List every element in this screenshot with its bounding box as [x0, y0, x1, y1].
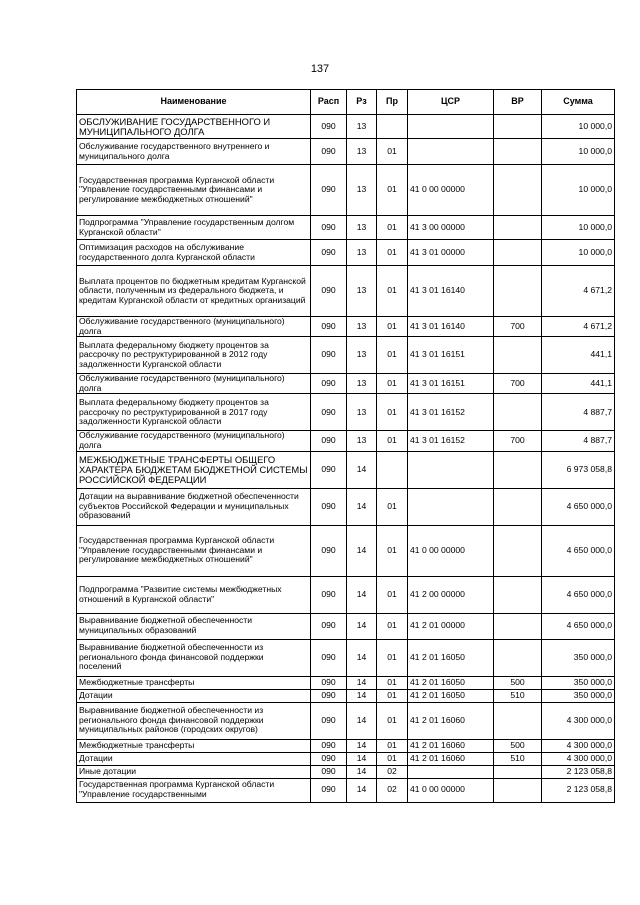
row-rasp-cell: 090 [311, 676, 347, 689]
table-row [77, 240, 615, 266]
row-csr-cell: 41 3 01 16152 [408, 394, 494, 431]
row-rz-cell: 13 [347, 431, 377, 451]
row-csr-cell: 41 3 01 16151 [408, 374, 494, 394]
row-name-cell: Обслуживание государственного (муниципального) долга [77, 431, 311, 451]
row-sum-cell: 10 000,0 [542, 165, 615, 216]
row-rz-cell: 14 [347, 576, 377, 613]
row-pr-cell: 01 [377, 374, 408, 394]
row-sum-cell: 4 650 000,0 [542, 525, 615, 576]
table-row [77, 739, 615, 752]
table-row [77, 576, 615, 613]
table-row [77, 676, 615, 689]
row-name-cell: Оптимизация расходов на обслуживание государственного долга Курганской области [77, 240, 311, 266]
row-rz-cell: 13 [347, 394, 377, 431]
table-row [77, 394, 615, 431]
row-rz-cell: 14 [347, 488, 377, 525]
row-pr-cell [377, 451, 408, 488]
row-rz-cell: 13 [347, 317, 377, 337]
row-sum-cell: 10 000,0 [542, 240, 615, 266]
row-sum-cell: 441,1 [542, 374, 615, 394]
row-pr-cell: 01 [377, 165, 408, 216]
row-pr-cell: 01 [377, 240, 408, 266]
row-vr-cell [494, 613, 542, 639]
row-pr-cell: 02 [377, 765, 408, 778]
row-rz-cell: 14 [347, 613, 377, 639]
row-rz-cell: 13 [347, 216, 377, 240]
row-sum-cell: 4 650 000,0 [542, 488, 615, 525]
row-rasp-cell: 090 [311, 702, 347, 739]
row-rasp-cell: 090 [311, 639, 347, 676]
row-name-cell: Обслуживание государственного (муниципального) долга [77, 374, 311, 394]
row-rasp-cell: 090 [311, 115, 347, 139]
table-row [77, 139, 615, 165]
row-pr-cell: 01 [377, 639, 408, 676]
row-sum-cell: 350 000,0 [542, 639, 615, 676]
row-csr-cell: 41 2 01 16050 [408, 639, 494, 676]
table-row [77, 778, 615, 802]
row-csr-cell: 41 2 01 16060 [408, 739, 494, 752]
header-name: Наименование [77, 90, 311, 115]
row-vr-cell [494, 165, 542, 216]
row-name-cell: Иные дотации [77, 765, 311, 778]
row-rasp-cell: 090 [311, 613, 347, 639]
row-rasp-cell: 090 [311, 165, 347, 216]
row-sum-cell: 10 000,0 [542, 139, 615, 165]
row-name-cell: Государственная программа Курганской области "Управление государственными финансами и регулирование межбюджетных отношений" [77, 525, 311, 576]
row-sum-cell: 4 887,7 [542, 431, 615, 451]
row-sum-cell: 4 671,2 [542, 317, 615, 337]
row-vr-cell: 700 [494, 317, 542, 337]
row-rasp-cell: 090 [311, 765, 347, 778]
row-vr-cell [494, 488, 542, 525]
row-rz-cell: 14 [347, 525, 377, 576]
row-rasp-cell: 090 [311, 394, 347, 431]
row-rz-cell: 14 [347, 702, 377, 739]
row-sum-cell: 10 000,0 [542, 115, 615, 139]
row-name-cell: Дотации [77, 752, 311, 765]
table-row [77, 451, 615, 488]
row-vr-cell [494, 394, 542, 431]
header-pr: Пр [377, 90, 408, 115]
row-name-cell: Подпрограмма "Развитие системы межбюджетных отношений в Курганской области" [77, 576, 311, 613]
table-row [77, 613, 615, 639]
table-row [77, 639, 615, 676]
row-vr-cell [494, 765, 542, 778]
budget-table [76, 89, 615, 803]
row-rasp-cell: 090 [311, 525, 347, 576]
row-vr-cell: 500 [494, 739, 542, 752]
header-csr: ЦСР [408, 90, 494, 115]
row-pr-cell: 01 [377, 488, 408, 525]
table-row [77, 431, 615, 451]
row-rasp-cell: 090 [311, 266, 347, 317]
row-pr-cell: 01 [377, 613, 408, 639]
row-sum-cell: 350 000,0 [542, 689, 615, 702]
row-name-cell: Межбюджетные трансферты [77, 676, 311, 689]
row-vr-cell [494, 576, 542, 613]
row-csr-cell: 41 2 01 16050 [408, 676, 494, 689]
row-rasp-cell: 090 [311, 752, 347, 765]
row-rz-cell: 14 [347, 451, 377, 488]
row-name-cell: Подпрограмма "Управление государственным долгом Курганской области" [77, 216, 311, 240]
table-body [77, 115, 615, 803]
row-csr-cell: 41 3 01 16152 [408, 431, 494, 451]
row-name-cell: Выплата федеральному бюджету процентов за рассрочку по реструктурированной в 2012 году задолженности Курганской области [77, 337, 311, 374]
row-rasp-cell: 090 [311, 576, 347, 613]
row-name-cell: Выравнивание бюджетной обеспеченности из регионального фонда финансовой поддержки муниципальных районов (городских округов) [77, 702, 311, 739]
row-name-cell: Обслуживание государственного внутреннего и муниципального долга [77, 139, 311, 165]
row-csr-cell: 41 3 01 16140 [408, 266, 494, 317]
row-sum-cell: 350 000,0 [542, 676, 615, 689]
row-pr-cell: 01 [377, 739, 408, 752]
row-vr-cell [494, 240, 542, 266]
row-vr-cell [494, 451, 542, 488]
row-csr-cell: 41 0 00 00000 [408, 525, 494, 576]
row-name-cell: Выплата федеральному бюджету процентов за рассрочку по реструктурированной в 2017 году задолженности Курганской области [77, 394, 311, 431]
row-name-cell: Выравнивание бюджетной обеспеченности из регионального фонда финансовой поддержки поселений [77, 639, 311, 676]
row-rz-cell: 14 [347, 639, 377, 676]
row-name-cell: Государственная программа Курганской области "Управление государственными [77, 778, 311, 802]
table-row [77, 317, 615, 337]
table-row [77, 115, 615, 139]
row-pr-cell: 01 [377, 431, 408, 451]
row-vr-cell [494, 115, 542, 139]
table-row [77, 702, 615, 739]
row-name-cell: Дотации [77, 689, 311, 702]
row-rz-cell: 14 [347, 765, 377, 778]
table-row [77, 765, 615, 778]
row-sum-cell: 4 671,2 [542, 266, 615, 317]
row-csr-cell: 41 2 01 16060 [408, 702, 494, 739]
row-sum-cell: 4 300 000,0 [542, 702, 615, 739]
table-row [77, 337, 615, 374]
row-pr-cell [377, 115, 408, 139]
row-sum-cell: 4 650 000,0 [542, 576, 615, 613]
row-sum-cell: 2 123 058,8 [542, 778, 615, 802]
row-name-cell: Обслуживание государственного (муниципального) долга [77, 317, 311, 337]
row-name-cell: Межбюджетные трансферты [77, 739, 311, 752]
row-sum-cell: 4 300 000,0 [542, 739, 615, 752]
row-csr-cell: 41 2 01 16050 [408, 689, 494, 702]
row-pr-cell: 01 [377, 689, 408, 702]
row-vr-cell: 700 [494, 374, 542, 394]
header-sum: Сумма [542, 90, 615, 115]
row-vr-cell [494, 639, 542, 676]
table-row [77, 488, 615, 525]
row-csr-cell [408, 115, 494, 139]
row-csr-cell [408, 765, 494, 778]
row-name-cell: Государственная программа Курганской области "Управление государственными финансами и регулирование межбюджетных отношений" [77, 165, 311, 216]
row-rz-cell: 14 [347, 778, 377, 802]
row-vr-cell [494, 216, 542, 240]
row-rz-cell: 13 [347, 139, 377, 165]
row-csr-cell: 41 3 01 00000 [408, 240, 494, 266]
row-vr-cell [494, 778, 542, 802]
row-rz-cell: 13 [347, 374, 377, 394]
row-pr-cell: 02 [377, 778, 408, 802]
row-sum-cell: 4 300 000,0 [542, 752, 615, 765]
row-name-cell: ОБСЛУЖИВАНИЕ ГОСУДАРСТВЕННОГО И МУНИЦИПАЛЬНОГО ДОЛГА [77, 115, 311, 139]
row-rasp-cell: 090 [311, 216, 347, 240]
row-rz-cell: 13 [347, 165, 377, 216]
table-header-row [77, 90, 615, 115]
row-csr-cell: 41 0 00 00000 [408, 165, 494, 216]
row-vr-cell [494, 525, 542, 576]
row-rasp-cell: 090 [311, 778, 347, 802]
row-rz-cell: 14 [347, 739, 377, 752]
row-rz-cell: 13 [347, 115, 377, 139]
table-row [77, 525, 615, 576]
row-name-cell: МЕЖБЮДЖЕТНЫЕ ТРАНСФЕРТЫ ОБЩЕГО ХАРАКТЕРА БЮДЖЕТАМ БЮДЖЕТНОЙ СИСТЕМЫ РОССИЙСКОЙ ФЕДЕРАЦИИ [77, 451, 311, 488]
row-pr-cell: 01 [377, 676, 408, 689]
header-vr: ВР [494, 90, 542, 115]
row-vr-cell [494, 337, 542, 374]
row-rasp-cell: 090 [311, 240, 347, 266]
page-number: 137 [310, 63, 330, 75]
row-pr-cell: 01 [377, 576, 408, 613]
row-csr-cell: 41 2 01 16060 [408, 752, 494, 765]
row-vr-cell [494, 702, 542, 739]
row-vr-cell [494, 266, 542, 317]
row-pr-cell: 01 [377, 337, 408, 374]
row-vr-cell: 510 [494, 689, 542, 702]
row-pr-cell: 01 [377, 216, 408, 240]
header-rz: Рз [347, 90, 377, 115]
row-name-cell: Выплата процентов по бюджетным кредитам Курганской области, полученным из федерального бюджета, и кредитам Курганской области от кредитных организаций [77, 266, 311, 317]
row-csr-cell: 41 2 01 00000 [408, 613, 494, 639]
row-sum-cell: 441,1 [542, 337, 615, 374]
row-rasp-cell: 090 [311, 374, 347, 394]
table-row [77, 752, 615, 765]
table-row [77, 165, 615, 216]
table-row [77, 216, 615, 240]
row-sum-cell: 4 887,7 [542, 394, 615, 431]
table-row [77, 689, 615, 702]
row-csr-cell: 41 3 01 16151 [408, 337, 494, 374]
row-rasp-cell: 090 [311, 689, 347, 702]
row-sum-cell: 10 000,0 [542, 216, 615, 240]
row-sum-cell: 2 123 058,8 [542, 765, 615, 778]
row-rasp-cell: 090 [311, 488, 347, 525]
row-rasp-cell: 090 [311, 337, 347, 374]
row-csr-cell: 41 3 01 16140 [408, 317, 494, 337]
row-rz-cell: 13 [347, 337, 377, 374]
row-rasp-cell: 090 [311, 139, 347, 165]
header-rasp: Расп [311, 90, 347, 115]
row-sum-cell: 6 973 058,8 [542, 451, 615, 488]
row-rz-cell: 13 [347, 240, 377, 266]
row-vr-cell: 500 [494, 676, 542, 689]
row-csr-cell [408, 488, 494, 525]
row-pr-cell: 01 [377, 139, 408, 165]
row-name-cell: Дотации на выравнивание бюджетной обеспеченности субъектов Российской Федерации и муниципальных образований [77, 488, 311, 525]
row-pr-cell: 01 [377, 525, 408, 576]
row-csr-cell: 41 0 00 00000 [408, 778, 494, 802]
row-rasp-cell: 090 [311, 451, 347, 488]
row-pr-cell: 01 [377, 266, 408, 317]
row-pr-cell: 01 [377, 702, 408, 739]
row-rz-cell: 14 [347, 752, 377, 765]
row-vr-cell: 700 [494, 431, 542, 451]
row-vr-cell [494, 139, 542, 165]
row-csr-cell [408, 139, 494, 165]
row-pr-cell: 01 [377, 317, 408, 337]
row-vr-cell: 510 [494, 752, 542, 765]
row-rz-cell: 13 [347, 266, 377, 317]
row-rasp-cell: 090 [311, 431, 347, 451]
table-row [77, 374, 615, 394]
row-pr-cell: 01 [377, 752, 408, 765]
row-rasp-cell: 090 [311, 317, 347, 337]
row-rasp-cell: 090 [311, 739, 347, 752]
row-csr-cell [408, 451, 494, 488]
row-pr-cell: 01 [377, 394, 408, 431]
row-sum-cell: 4 650 000,0 [542, 613, 615, 639]
row-csr-cell: 41 2 00 00000 [408, 576, 494, 613]
row-csr-cell: 41 3 00 00000 [408, 216, 494, 240]
row-rz-cell: 14 [347, 689, 377, 702]
table-row [77, 266, 615, 317]
row-rz-cell: 14 [347, 676, 377, 689]
row-name-cell: Выравнивание бюджетной обеспеченности муниципальных образований [77, 613, 311, 639]
